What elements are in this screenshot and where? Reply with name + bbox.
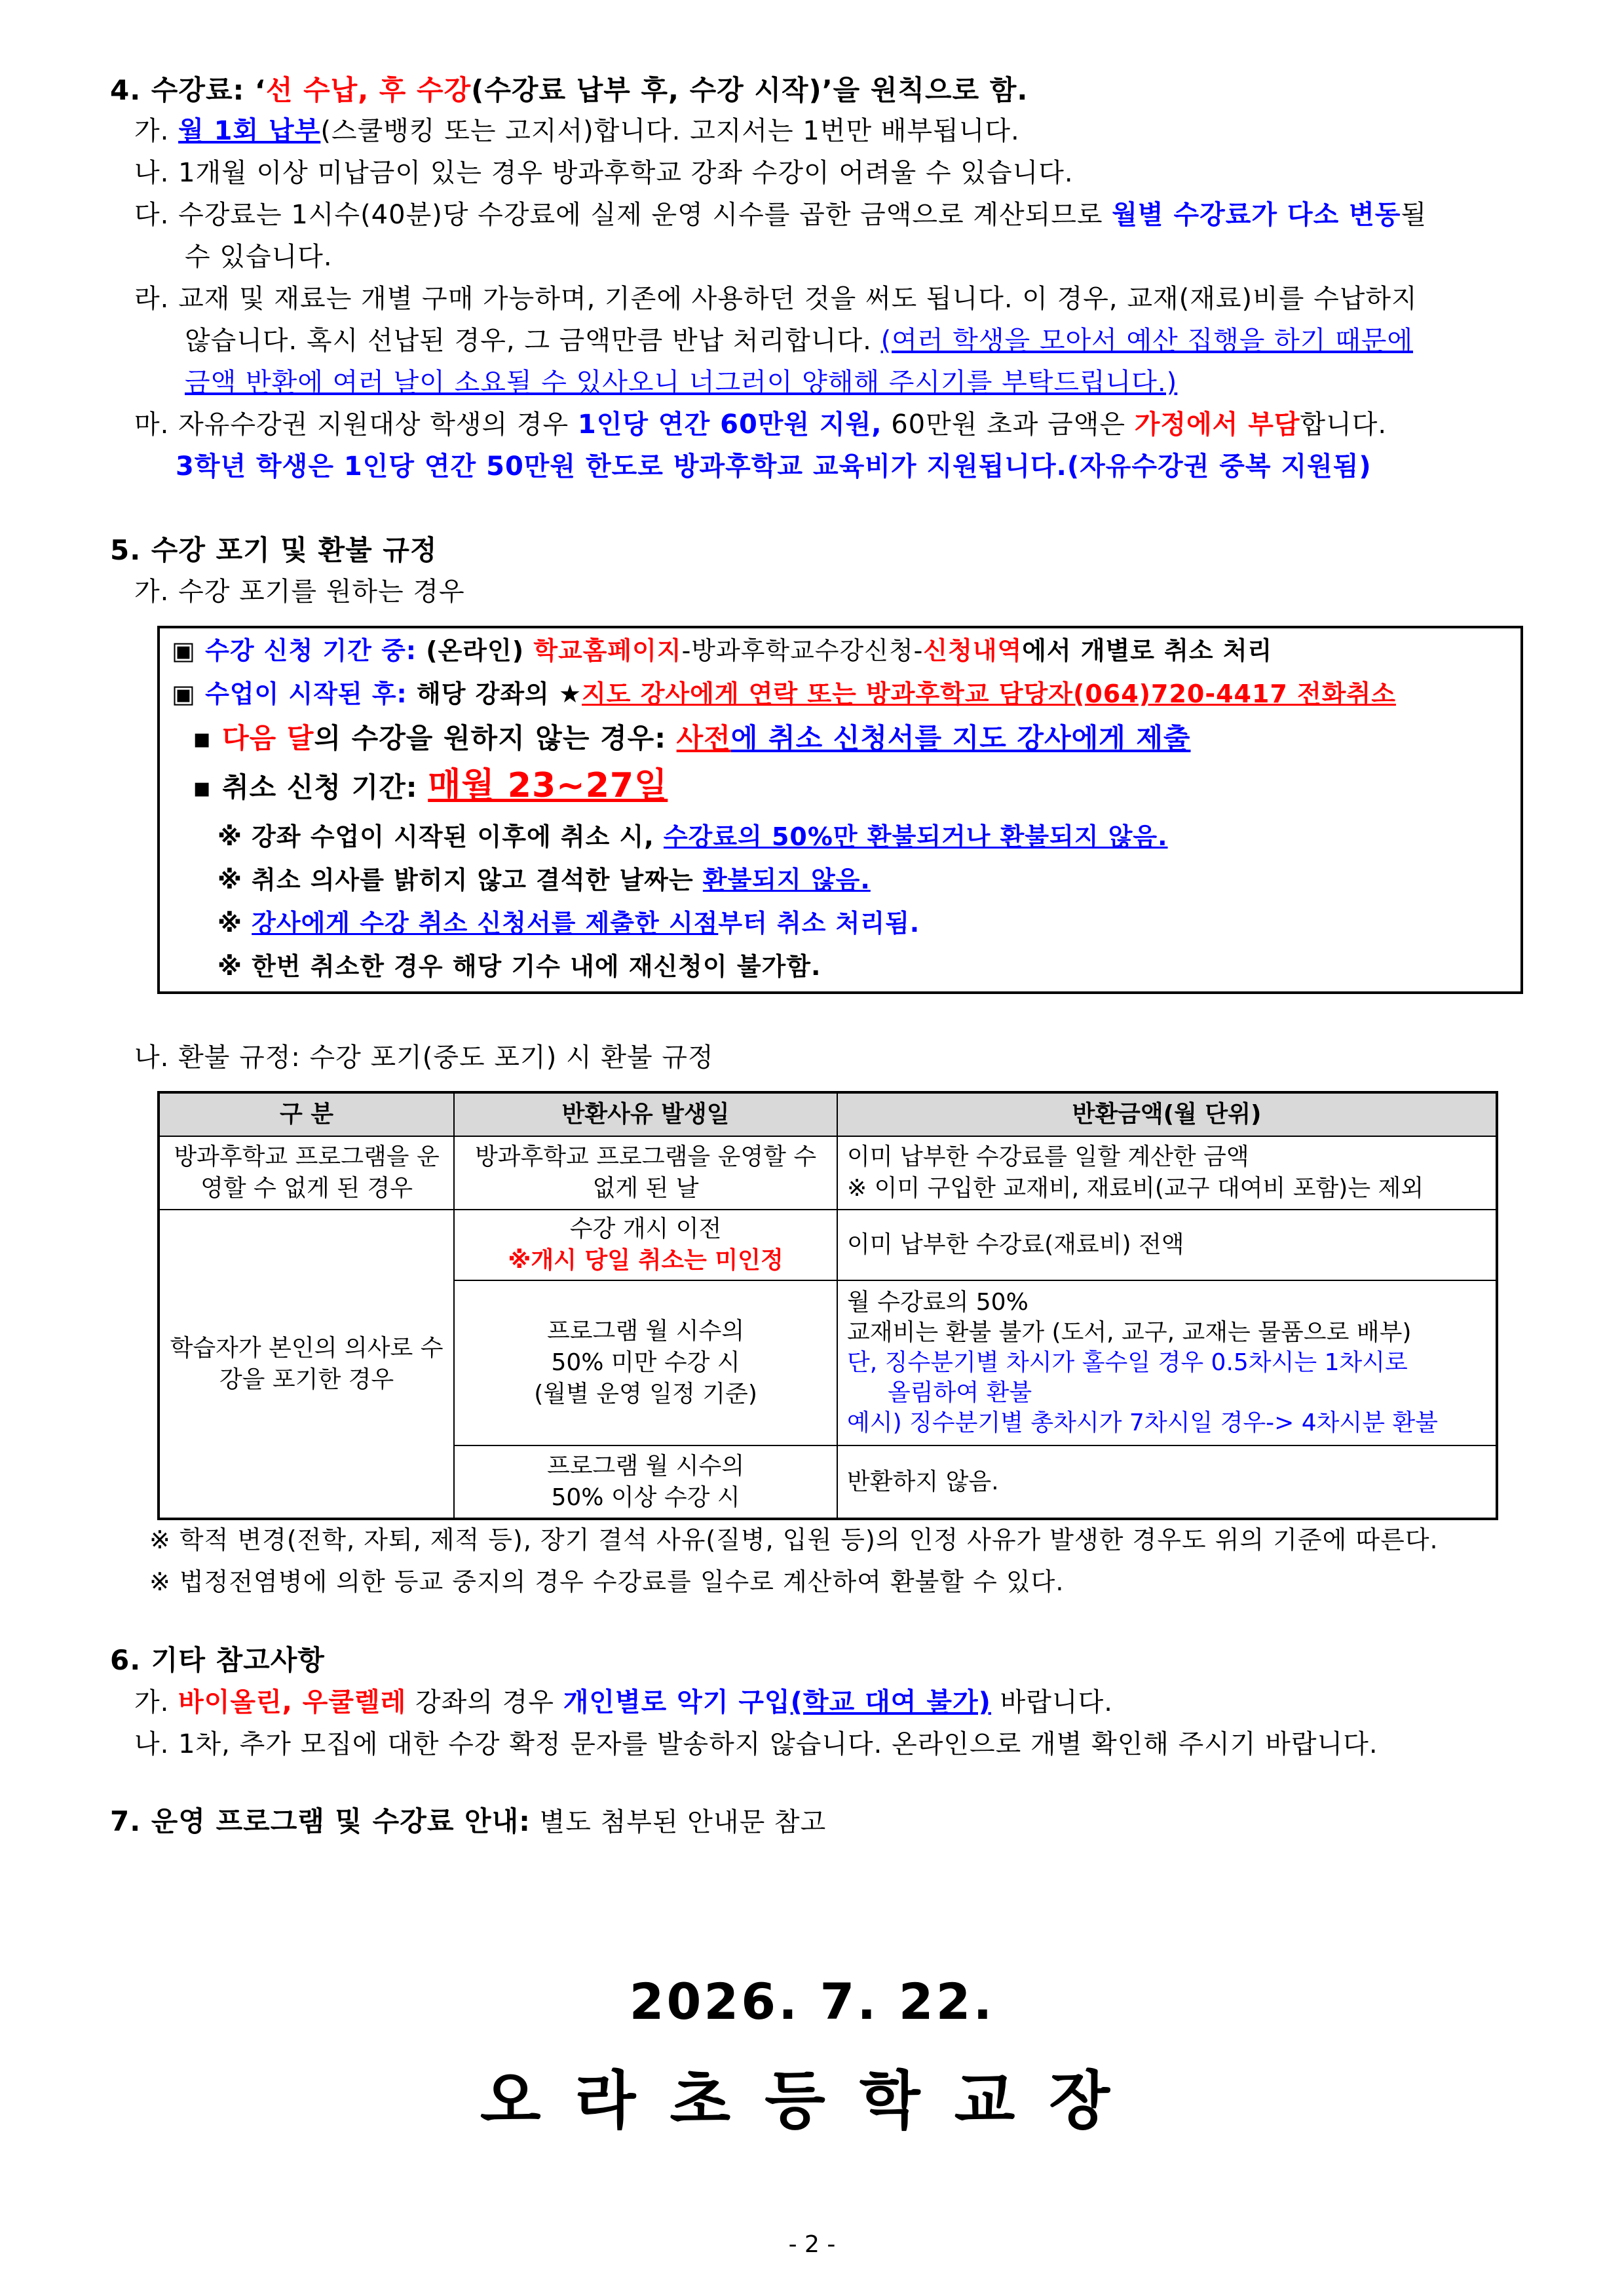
section-4-title: 4. 수강료: ‘선 수납, 후 수강(수강료 납부 후, 수강 시작)’을 원칙으로 함. — [110, 74, 1029, 106]
table-cell: 수강 개시 이전 ※개시 당일 취소는 미인정 — [454, 1210, 837, 1280]
section-4-item-ra-note: 금액 반환에 여러 날이 소요될 수 있사오니 너그러이 양해해 주시기를 부탁드립니다.) — [185, 368, 1178, 398]
section-5-note-1: ※ 학적 변경(전학, 자퇴, 제적 등), 장기 결석 사유(질병, 입원 등)의 인정 사유가 발생한 경우도 위의 기준에 따른다. — [149, 1525, 1439, 1554]
cancellation-box — [157, 626, 1523, 994]
table-cell: 학습자가 본인의 의사로 수강을 포기한 경우 — [159, 1210, 454, 1519]
table-cell: 프로그램 월 시수의 50% 미만 수강 시 (월별 운영 일정 기준) — [454, 1280, 837, 1445]
page-number: - 2 - — [788, 2231, 836, 2258]
table-header-row — [159, 1092, 1497, 1136]
section-4-item-ra: 라. 교재 및 재료는 개별 구매 가능하며, 기존에 사용하던 것을 써도 됩니다. 이 경우, 교재(재료)비를 수납하지 — [134, 284, 1418, 314]
table-header: 반환사유 발생일 — [454, 1092, 837, 1136]
section-6-title: 6. 기타 참고사항 — [110, 1644, 325, 1676]
refund-table — [157, 1091, 1498, 1520]
table-cell: 월 수강료의 50% 교재비는 환불 불가 (도서, 교구, 교재는 물품으로 배부) 단, 징수분기별 차시가 홀수일 경우 0.5차시는 1차시로 올림하여 환불 예시) 징수분기별 총차시가 7차시일 경우-> 4차시분 환불 — [837, 1280, 1497, 1445]
table-header: 구 분 — [159, 1092, 454, 1136]
section-7-title: 7. 운영 프로그램 및 수강료 안내: 별도 첨부된 안내문 참고 — [110, 1805, 827, 1837]
box-row-application-period: ▣ 수강 신청 기간 중: (온라인) 학교홈페이지-방과후학교수강신청-신청내역에서 개별로 취소 처리 — [172, 636, 1273, 665]
section-4-item-da: 다. 수강료는 1시수(40분)당 수강료에 실제 운영 시수를 곱한 금액으로 계산되므로 월별 수강료가 다소 변동될 — [134, 200, 1427, 230]
table-cell: 프로그램 월 시수의 50% 이상 수강 시 — [454, 1445, 837, 1519]
table-row — [159, 1210, 1497, 1280]
box-note-absence: ※ 취소 의사를 밝히지 않고 결석한 날짜는 환불되지 않음. — [217, 866, 871, 894]
table-cell: 방과후학교 프로그램을 운영할 수 없게 된 경우 — [159, 1136, 454, 1210]
box-row-cancel-period: ▪ 취소 신청 기간: 매월 23~27일 — [193, 766, 668, 805]
box-note-no-reapply: ※ 한번 취소한 경우 해당 기수 내에 재신청이 불가함. — [217, 952, 821, 981]
table-cell: 이미 납부한 수강료(재료비) 전액 — [837, 1210, 1497, 1280]
section-6-item-ga: 가. 바이올린, 우쿨렐레 강좌의 경우 개인별로 악기 구입(학교 대여 불가) 바랍니다. — [134, 1687, 1113, 1717]
document-date: 2026. 7. 22. — [629, 1972, 995, 2031]
principal-signature: 오라초등학교장 — [480, 2064, 1144, 2137]
box-row-after-start: ▣ 수업이 시작된 후: 해당 강좌의 ★지도 강사에게 연락 또는 방과후학교 담당자(064)720-4417 전화취소 — [172, 679, 1396, 708]
table-row — [159, 1136, 1497, 1210]
table-cell: 반환하지 않음. — [837, 1445, 1497, 1519]
box-note-refund-50: ※ 강좌 수업이 시작된 이후에 취소 시, 수강료의 50%만 환불되거나 환불되지 않음. — [217, 822, 1168, 851]
section-4-item-ga: 가. 월 1회 납부(스쿨뱅킹 또는 고지서)합니다. 고지서는 1번만 배부됩니다. — [134, 116, 1020, 146]
section-4-item-na: 나. 1개월 이상 미납금이 있는 경우 방과후학교 강좌 수강이 어려울 수 있습니다. — [134, 158, 1074, 188]
section-4-item-da-cont: 수 있습니다. — [185, 242, 333, 272]
section-4-item-ma-grade3: 3학년 학생은 1인당 연간 50만원 한도로 방과후학교 교육비가 지원됩니다.(자유수강권 중복 지원됨) — [176, 451, 1372, 482]
section-4-item-ma: 마. 자유수강권 지원대상 학생의 경우 1인당 연간 60만원 지원, 60만원 초과 금액은 가정에서 부담합니다. — [134, 410, 1388, 440]
section-5-item-ga: 가. 수강 포기를 원하는 경우 — [134, 577, 465, 607]
section-5-title: 5. 수강 포기 및 환불 규정 — [110, 534, 438, 566]
section-4-item-ra-cont: 않습니다. 혹시 선납된 경우, 그 금액만큼 반납 처리합니다. (여러 학생을 모아서 예산 집행을 하기 때문에 — [185, 326, 1414, 356]
table-header: 반환금액(월 단위) — [837, 1092, 1497, 1136]
box-note-submission: ※ 강사에게 수강 취소 신청서를 제출한 시점부터 취소 처리됨. — [217, 909, 920, 938]
table-cell: 이미 납부한 수강료를 일할 계산한 금액 ※ 이미 구입한 교재비, 재료비(교구 대여비 포함)는 제외 — [837, 1136, 1497, 1210]
box-row-next-month: ▪ 다음 달의 수강을 원하지 않는 경우: 사전에 취소 신청서를 지도 강사에게 제출 — [193, 722, 1191, 754]
table-cell: 방과후학교 프로그램을 운영할 수 없게 된 날 — [454, 1136, 837, 1210]
section-6-item-na: 나. 1차, 추가 모집에 대한 수강 확정 문자를 발송하지 않습니다. 온라인으로 개별 확인해 주시기 바랍니다. — [134, 1729, 1378, 1759]
section-5-note-2: ※ 법정전염병에 의한 등교 중지의 경우 수강료를 일수로 계산하여 환불할 수 있다. — [149, 1567, 1065, 1596]
section-5-item-na: 나. 환불 규정: 수강 포기(중도 포기) 시 환불 규정 — [134, 1043, 714, 1073]
